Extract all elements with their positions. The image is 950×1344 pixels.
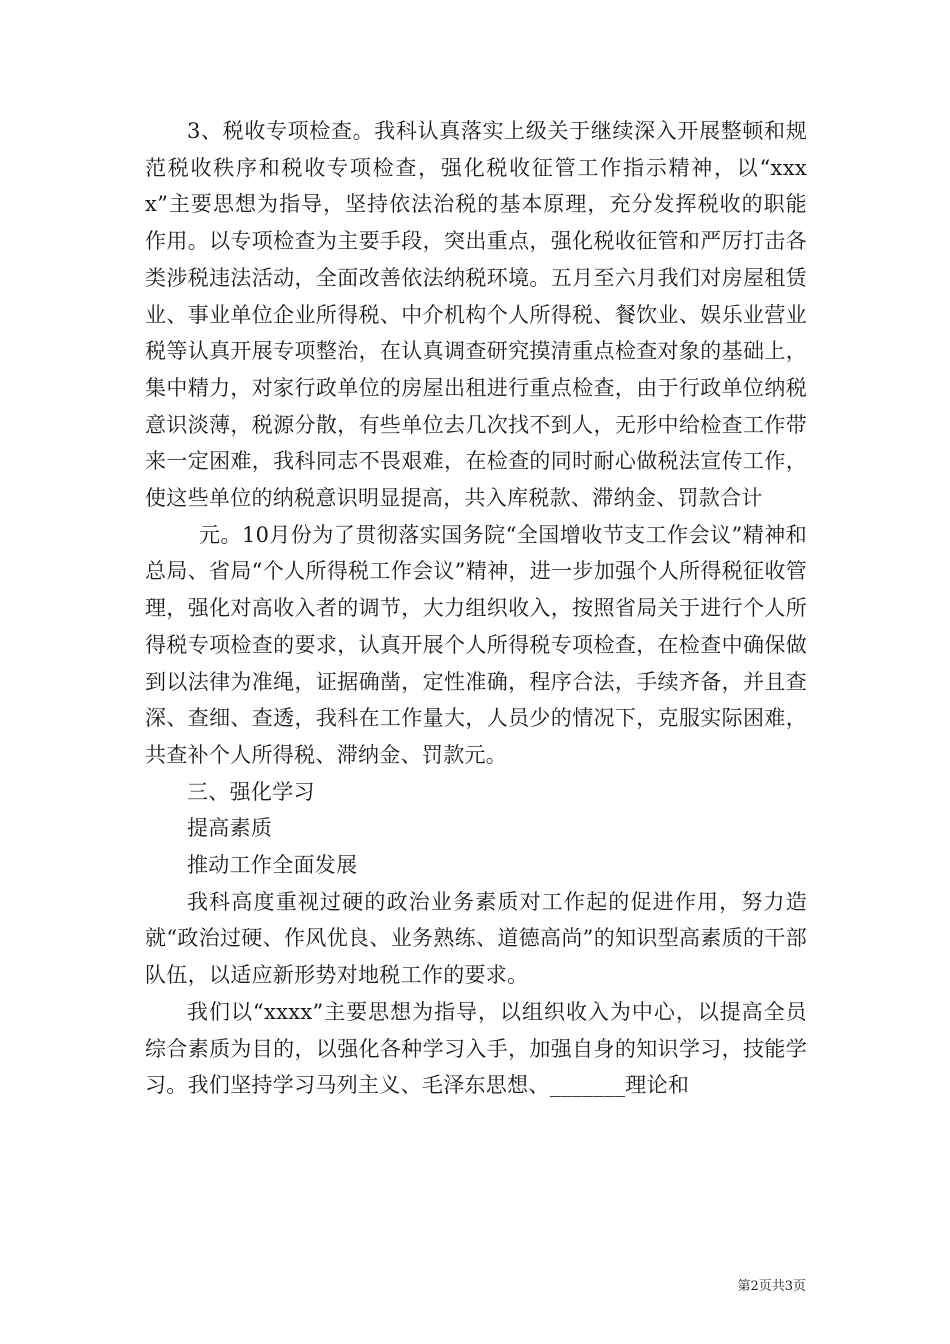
page-number: 第2页共3页 [737,1279,806,1294]
paragraph-income-tax-inspection: 元。10月份为了贯彻落实国务院“全国增收节支工作会议”精神和总局、省局“个人所得税工作会议”精神，进一步加强个人所得税征收管理，强化对高收入者的调节，大力组织收入，按照省局关于进行个人所得税专项检查的要求，认真开展个人所得税专项检查，在检查中确保做到以法律为准绳，证据确凿，定性准确，程序合法，手续齐备，并且查深、查细、查透，我科在工作量大，人员少的情况下，克服实际困难，共查补个人所得税、滞纳金、罚款元。 [145,522,807,767]
paragraph-quality-emphasis: 我科高度重视过硬的政治业务素质对工作起的促进作用，努力造就“政治过硬、作风优良、业务熟练、道德高尚”的知识型高素质的干部队伍，以适应新形势对地税工作的要求。 [145,889,807,988]
paragraph-study-guidance: 我们以“xxxx”主要思想为指导，以组织收入为中心，以提高全员综合素质为目的，以强化各种学习入手，加强自身的知识学习，技能学习。我们坚持学习马列主义、毛泽东思想、_______理论和 [145,999,807,1098]
paragraph-tax-inspection: 3、税收专项检查。我科认真落实上级关于继续深入开展整顿和规范税收秩序和税收专项检查，强化税收征管工作指示精神，以“xxxx”主要思想为指导，坚持依法治税的基本原理，充分发挥税收的职能作用。以专项检查为主要手段，突出重点，强化税收征管和严厉打击各类涉税违法活动，全面改善依法纳税环境。五月至六月我们对房屋租赁业、事业单位企业所得税、中介机构个人所得税、餐饮业、娱乐业营业税等认真开展专项整治，在认真调查研究摸清重点检查对象的基础上，集中精力，对家行政单位的房屋出租进行重点检查，由于行政单位纳税意识淡薄，税源分散，有些单位去几次找不到人，无形中给检查工作带来一定困难，我科同志不畏艰难，在检查的同时耐心做税法宣传工作，使这些单位的纳税意识明显提高，共入库税款、滞纳金、罚款合计 [145,119,807,511]
document-body [145,113,807,1104]
section-subheading-1: 提高素质 [187,816,273,841]
section-subheading-2: 推动工作全面发展 [187,853,358,878]
section-heading: 三、强化学习 [187,779,315,804]
